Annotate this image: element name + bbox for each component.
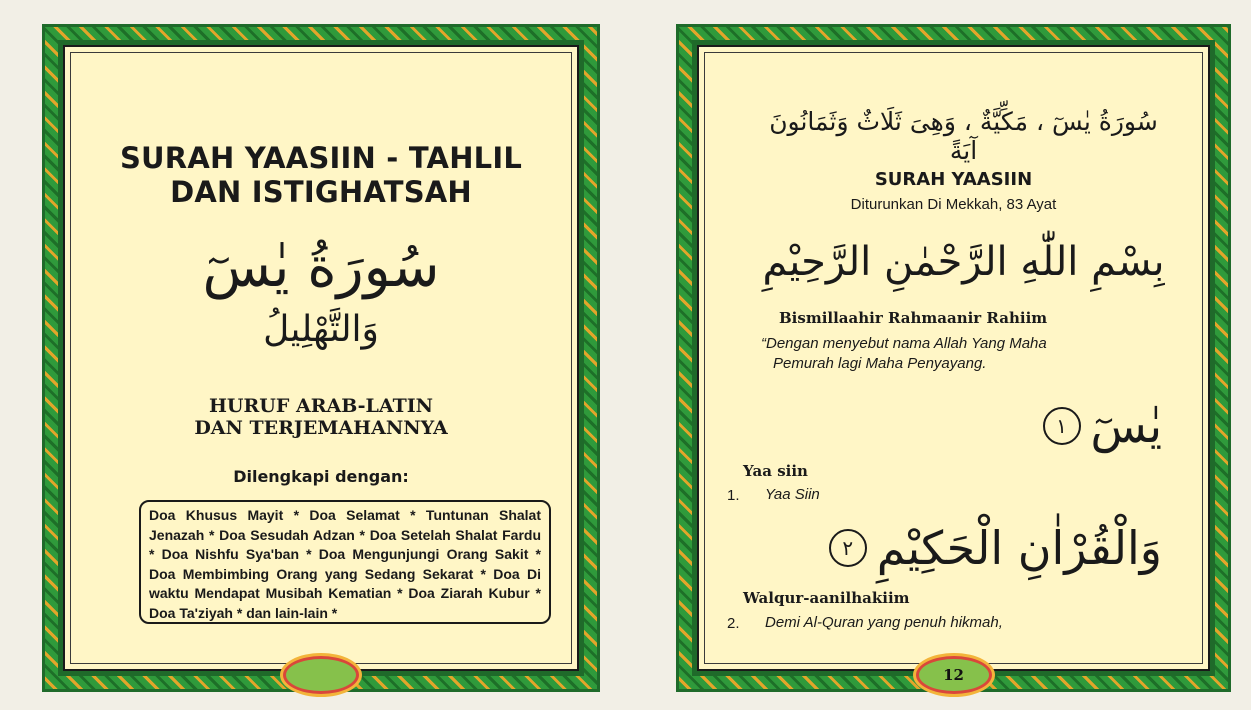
surah-subtitle: Diturunkan Di Mekkah, 83 Ayat — [850, 196, 1057, 213]
arabic-calligraphy-subtitle: وَالتَّهْلِيلُ — [263, 309, 379, 350]
bismillah-translation-line1: “Dengan menyebut nama Allah Yang Maha — [761, 335, 1047, 352]
verse-1-number: 1. — [727, 487, 740, 504]
surah-arabic-header: سُورَةُ يٰسٓ ، مَكِّيَّةٌ ، وَهِىَ ثَلَاثٌ وَثَمَانُونَ آيَةً — [769, 107, 1158, 165]
verse-1-arabic: يٰسٓ — [1090, 399, 1162, 453]
book-subtitle-line2: DAN TERJEMAHANNYA — [194, 417, 448, 439]
verse-2-translation: Demi Al-Quran yang penuh hikmah, — [765, 614, 1003, 631]
verse-2-number: 2. — [727, 615, 740, 632]
verse-1-latin: Yaa siin — [743, 462, 808, 480]
verse-2-arabic-row — [829, 521, 1162, 575]
bismillah-arabic: بِسْمِ اللّٰهِ الرَّحْمٰنِ الرَّحِيْمِ — [762, 239, 1165, 285]
page-number: 12 — [943, 666, 964, 684]
verse-1-number-arabic: ١ — [1043, 407, 1081, 445]
page-number-badge — [916, 656, 992, 694]
contents-box: Doa Khusus Mayit * Doa Selamat * Tuntunan Shalat Jenazah * Doa Sesudah Adzan * Doa Setelah Shalat Fardu * Doa Nishfu Sya'ban * Doa Mengunjungi Orang Sakit * Doa Membimbing Orang yang Sedang Sekarat * Doa Di waktu Mendapat Musibah Kematian * Doa Ziarah Kubur * Doa Ta'ziyah * dan lain-lain * — [139, 500, 551, 624]
book-subtitle-line1: HURUF ARAB-LATIN — [208, 395, 433, 417]
book-title-line2: DAN ISTIGHATSAH — [170, 175, 472, 209]
verse-2-number-arabic: ٢ — [829, 529, 867, 567]
left-page-content — [63, 45, 579, 671]
verse-1-translation: Yaa Siin — [765, 486, 820, 503]
bismillah-translation — [761, 334, 1047, 374]
verse-2-arabic: وَالْقُرْاٰنِ الْحَكِيْمِ — [876, 521, 1162, 575]
bismillah-latin: Bismillaahir Rahmaanir Rahiim — [779, 309, 1048, 327]
contents-heading: Dilengkapi dengan: — [233, 467, 409, 486]
surah-title: SURAH YAASIIN — [874, 169, 1033, 190]
verse-2-latin: Walqur-aanilhakiim — [743, 589, 910, 607]
right-page — [676, 24, 1231, 692]
verse-1-arabic-row — [1043, 399, 1162, 453]
arabic-calligraphy-title: سُورَةُ يٰسٓ — [202, 235, 440, 300]
book-title-line1: SURAH YAASIIN - TAHLIL — [119, 141, 523, 175]
left-page — [42, 24, 600, 692]
bismillah-translation-line2: Pemurah lagi Maha Penyayang. — [773, 355, 987, 372]
right-page-content — [697, 45, 1210, 671]
book-subtitle — [65, 395, 577, 439]
book-title — [65, 141, 577, 209]
page-badge — [283, 656, 359, 694]
